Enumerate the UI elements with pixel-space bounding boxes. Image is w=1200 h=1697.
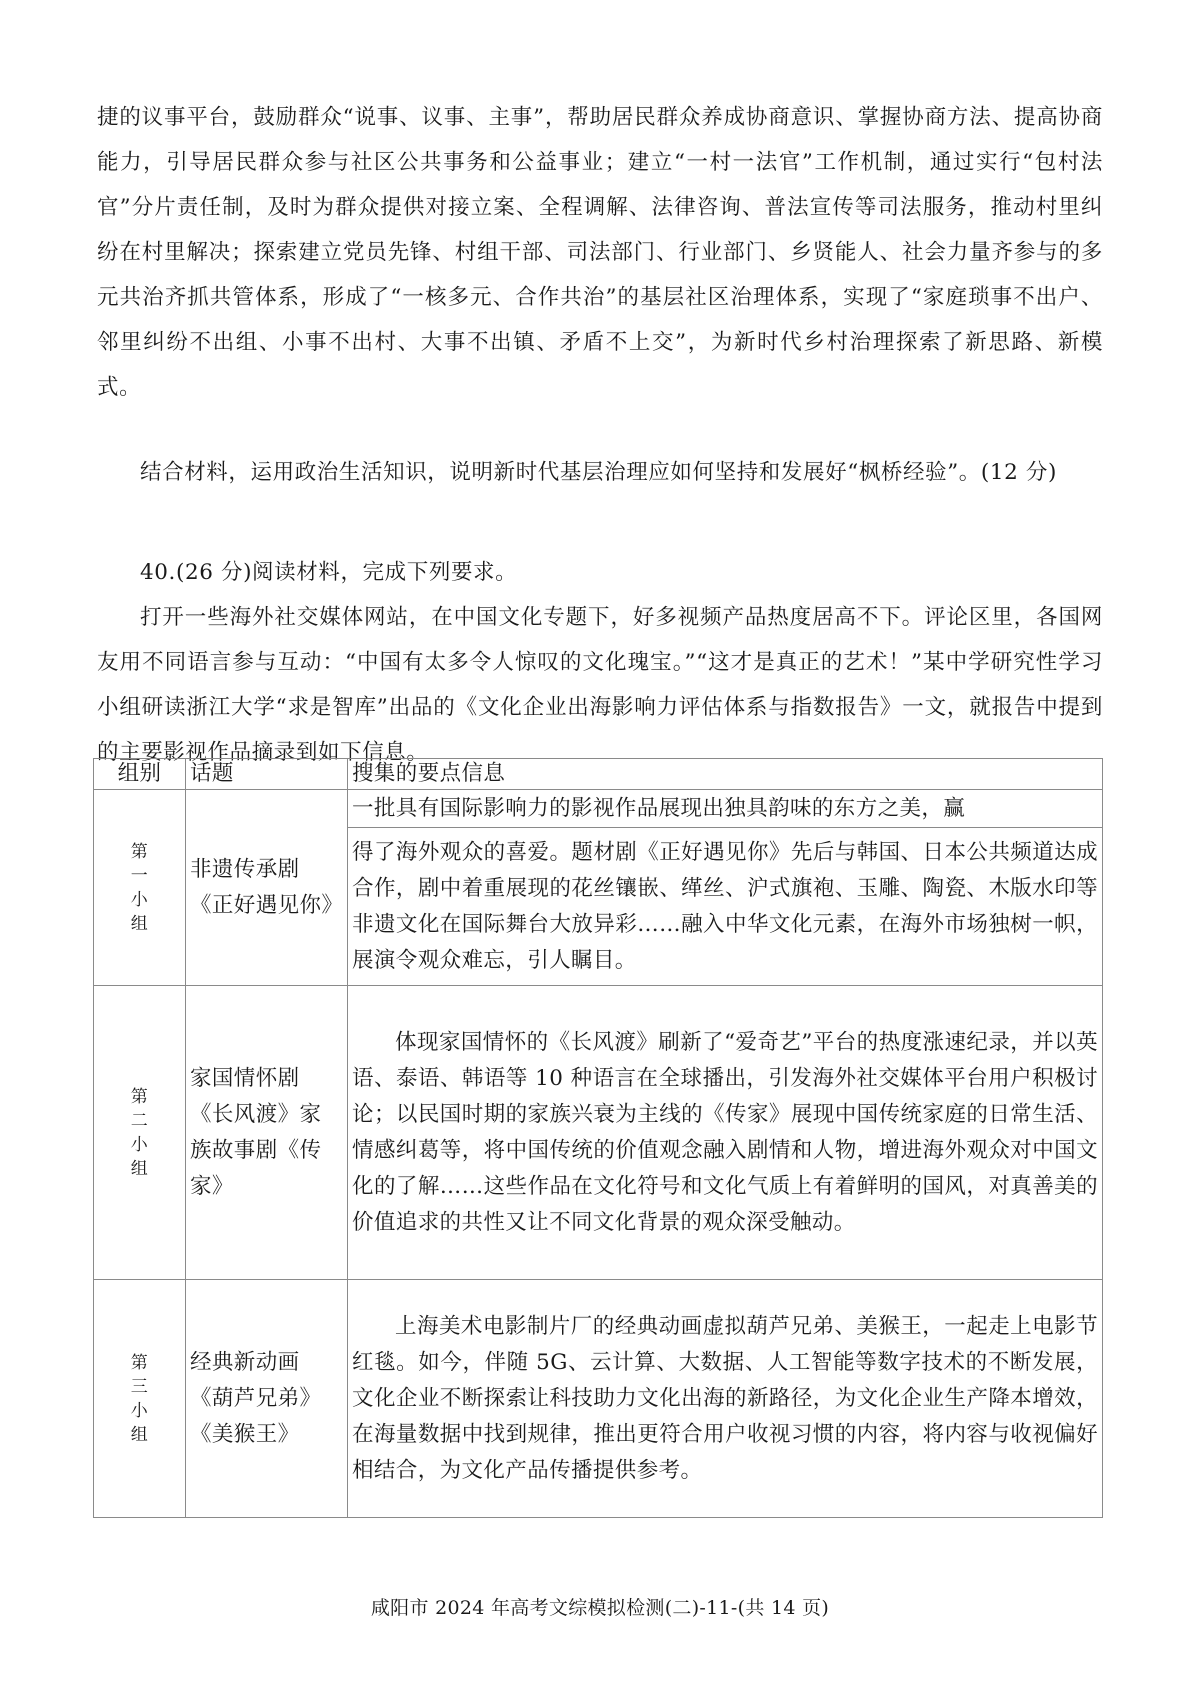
info-cell <box>348 1280 1103 1518</box>
group-label: 第一小组 <box>130 841 149 934</box>
passage-continued <box>97 95 1103 410</box>
topic-cell <box>186 1280 348 1518</box>
info-text: 上海美术电影制片厂的经典动画虚拟葫芦兄弟、美猴王，一起走上电影节红毯。如今，伴随 5G、云计算、大数据、人工智能等数字技术的不断发展，文化企业不断探索让科技助力文化出海的新路径，为文化企业生产降本增效，在海量数据中找到规律，推出更符合用户收视习惯的内容，将内容与收视偏好相结合，为文化产品传播提供参考。 <box>352 1313 1098 1483</box>
group-cell <box>94 986 186 1280</box>
page-footer: 咸阳市 2024 年高考文综模拟检测(二)-11-(共 14 页) <box>370 1597 830 1619</box>
header-topic: 话题 <box>186 759 348 790</box>
question-40-intro: 打开一些海外社交媒体网站，在中国文化专题下，好多视频产品热度居高不下。评论区里，各国网友用不同语言参与互动：“中国有太多令人惊叹的文化瑰宝。”“这才是真正的艺术！”某中学研究性学习小组研读浙江大学“求是智库”出品的《文化企业出海影响力评估体系与指数报告》一文，就报告中提到的主要影视作品摘录到如下信息。 <box>97 605 1103 765</box>
group-label: 第三小组 <box>130 1352 149 1445</box>
header-group: 组别 <box>94 759 186 790</box>
group-label: 第二小组 <box>130 1086 149 1179</box>
table-row <box>94 1280 1103 1518</box>
topic-label: 经典新动画《葫芦兄弟》《美猴王》 <box>190 1349 322 1447</box>
topic-label: 非遗传承剧《正好遇见你》 <box>190 856 344 918</box>
topic-cell <box>186 986 348 1280</box>
header-info: 搜集的要点信息 <box>348 759 1103 790</box>
info-cell <box>348 828 1103 986</box>
question-40-header: 40.(26 分)阅读材料，完成下列要求。 <box>140 560 518 585</box>
question-39-prompt <box>97 450 1103 495</box>
group-cell <box>94 1280 186 1518</box>
info-cell-first-line <box>348 790 1103 828</box>
group-cell <box>94 790 186 986</box>
question-39-text: 结合材料，运用政治生活知识，说明新时代基层治理应如何坚持和发展好“枫桥经验”。(12 分) <box>140 460 1057 485</box>
question-40 <box>97 550 1103 775</box>
table-row <box>94 986 1103 1280</box>
table-row <box>94 790 1103 828</box>
topic-label: 家国情怀剧《长风渡》家族故事剧《传家》 <box>190 1065 322 1199</box>
passage-text: 捷的议事平台，鼓励群众“说事、议事、主事”，帮助居民群众养成协商意识、掌握协商方法、提高协商能力，引导居民群众参与社区公共事务和公益事业；建立“一村一法官”工作机制，通过实行“包村法官”分片责任制，及时为群众提供对接立案、全程调解、法律咨询、普法宣传等司法服务，推动村里纠纷在村里解决；探索建立党员先锋、村组干部、司法部门、行业部门、乡贤能人、社会力量齐参与的多元共治齐抓共管体系，形成了“一核多元、合作共治”的基层社区治理体系，实现了“家庭琐事不出户、邻里纠纷不出组、小事不出村、大事不出镇、矛盾不上交”，为新时代乡村治理探索了新思路、新模式。 <box>97 105 1103 400</box>
info-cell <box>348 986 1103 1280</box>
info-text: 体现家国情怀的《长风渡》刷新了“爱奇艺”平台的热度涨速纪录，并以英语、泰语、韩语等 10 种语言在全球播出，引发海外社交媒体平台用户积极讨论；以民国时期的家族兴衰为主线的《传家》展现中国传统家庭的日常生活、情感纠葛等，将中国传统的价值观念融入剧情和人物，增进海外观众对中国文化的了解……这些作品在文化符号和文化气质上有着鲜明的国风，对真善美的价值追求的共性又让不同文化背景的观众深受触动。 <box>352 1029 1098 1235</box>
info-text: 得了海外观众的喜爱。题材剧《正好遇见你》先后与韩国、日本公共频道达成合作，剧中着重展现的花丝镶嵌、缂丝、沪式旗袍、玉雕、陶瓷、木版水印等非遗文化在国际舞台大放异彩……融入中华文化元素，在海外市场独树一帜，展演令观众难忘，引人瞩目。 <box>352 839 1098 973</box>
info-text: 一批具有国际影响力的影视作品展现出独具韵味的东方之美，赢 <box>352 795 966 821</box>
table-header-row <box>94 759 1103 790</box>
topic-cell <box>186 790 348 986</box>
info-table <box>93 758 1103 1518</box>
